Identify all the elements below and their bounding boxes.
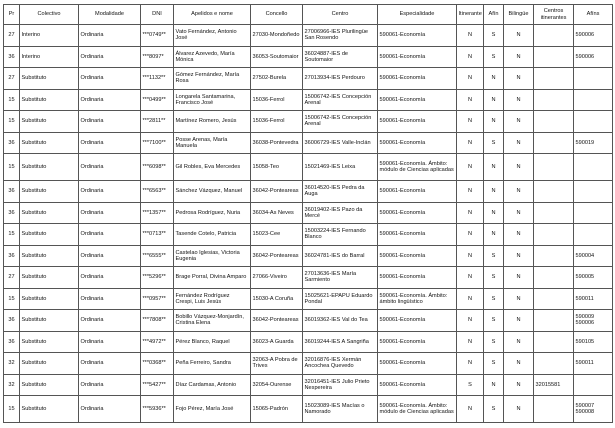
table-cell: N: [484, 224, 504, 246]
table-cell: 590004: [574, 245, 613, 267]
table-cell: 15: [4, 89, 20, 111]
table-cell: 36: [4, 202, 20, 224]
table-cell: Substituto: [20, 68, 79, 90]
table-cell: 15058-Teo: [251, 154, 303, 181]
table-cell: N: [504, 288, 534, 310]
table-cell: 15021469-IES Leixa: [303, 154, 378, 181]
table-cell: N: [504, 353, 534, 375]
table-cell: S: [484, 46, 504, 68]
table-cell: 36: [4, 132, 20, 154]
table-cell: Ordinaria: [79, 267, 141, 289]
table-cell: N: [504, 374, 534, 396]
table-cell: 36024887-IES de Soutomaior: [303, 46, 378, 68]
table-cell: [534, 202, 574, 224]
table-cell: 590061-Economía: [378, 353, 457, 375]
table-cell: N: [457, 154, 484, 181]
table-cell: 32: [4, 374, 20, 396]
column-header: Especialidade: [378, 5, 457, 25]
table-cell: ***7100**: [141, 132, 174, 154]
table-cell: ***6563**: [141, 181, 174, 203]
table-cell: 590061-Economía. Ámbito: módulo de Ciencias aplicadas: [378, 154, 457, 181]
table-cell: N: [504, 267, 534, 289]
table-cell: 590061-Economía: [378, 181, 457, 203]
table-cell: 15065-Padrón: [251, 396, 303, 423]
column-header: Modalidade: [79, 5, 141, 25]
table-cell: 590061-Economía: [378, 267, 457, 289]
column-header: Centros itinerantes: [534, 5, 574, 25]
table-cell: 36006729-IES Valle-Inclán: [303, 132, 378, 154]
table-cell: 32016451-IES Julio Prieto Nespereira: [303, 374, 378, 396]
table-cell: [534, 46, 574, 68]
column-header: Itinerante: [457, 5, 484, 25]
table-cell: Substituto: [20, 396, 79, 423]
table-cell: S: [484, 267, 504, 289]
table-cell: 36019402-IES Pazo da Mercé: [303, 202, 378, 224]
table-cell: N: [504, 46, 534, 68]
table-cell: 590061-Economía. Ámbito: ámbito lingüístico: [378, 288, 457, 310]
table-cell: 590061-Economía: [378, 224, 457, 246]
table-cell: N: [457, 224, 484, 246]
table-cell: 27030-Mondoñedo: [251, 25, 303, 47]
table-cell: N: [457, 396, 484, 423]
table-cell: 36042-Ponteareas: [251, 181, 303, 203]
table-cell: Ordinaria: [79, 374, 141, 396]
table-cell: Substituto: [20, 353, 79, 375]
table-row: [4, 267, 613, 289]
table-cell: Substituto: [20, 181, 79, 203]
table-cell: 15025621-EPAPU Eduardo Pondal: [303, 288, 378, 310]
column-header: Afín: [484, 5, 504, 25]
table-cell: N: [457, 68, 484, 90]
table-cell: 27066-Viveiro: [251, 267, 303, 289]
table-cell: ***1357**: [141, 202, 174, 224]
table-cell: [574, 68, 613, 90]
table-cell: S: [484, 288, 504, 310]
table-cell: Ordinaria: [79, 154, 141, 181]
table-cell: Substituto: [20, 288, 79, 310]
table-row: [4, 46, 613, 68]
table-cell: 590061-Economía: [378, 132, 457, 154]
table-cell: Bobillo Vázquez-Monjardín, Cristina Elena: [174, 310, 251, 332]
table-cell: [534, 331, 574, 353]
column-header: Colectivo: [20, 5, 79, 25]
column-header: Pr: [4, 5, 20, 25]
table-cell: Posse Arenas, María Manuela: [174, 132, 251, 154]
column-header: Apelidos e nome: [174, 5, 251, 25]
table-cell: 590019: [574, 132, 613, 154]
header-row: [4, 5, 613, 25]
table-row: [4, 353, 613, 375]
table-cell: 15030-A Coruña: [251, 288, 303, 310]
table-row: [4, 25, 613, 47]
table-cell: 590061-Economía: [378, 245, 457, 267]
table-cell: N: [484, 68, 504, 90]
table-cell: ***0957**: [141, 288, 174, 310]
table-cell: 36: [4, 310, 20, 332]
table-cell: 590011: [574, 353, 613, 375]
table-cell: N: [457, 245, 484, 267]
table-cell: 15023-Cee: [251, 224, 303, 246]
table-cell: [534, 181, 574, 203]
table-cell: Sánchez Vázquez, Manuel: [174, 181, 251, 203]
table-cell: N: [484, 89, 504, 111]
table-cell: Ordinaria: [79, 132, 141, 154]
table-cell: 36024781-IES do Barral: [303, 245, 378, 267]
table-cell: Substituto: [20, 89, 79, 111]
table-cell: S: [484, 353, 504, 375]
table-cell: 36038-Pontevedra: [251, 132, 303, 154]
table-cell: N: [457, 310, 484, 332]
table-cell: 590061-Economía: [378, 374, 457, 396]
table-cell: ***8097*: [141, 46, 174, 68]
table-cell: Fojo Pérez, María José: [174, 396, 251, 423]
table-cell: [534, 89, 574, 111]
table-cell: [534, 224, 574, 246]
table-cell: Substituto: [20, 267, 79, 289]
table-cell: N: [504, 25, 534, 47]
table-cell: [574, 89, 613, 111]
table-cell: Substituto: [20, 132, 79, 154]
table-cell: Vato Fernández, Antonio José: [174, 25, 251, 47]
table-cell: 27502-Burela: [251, 68, 303, 90]
table-cell: N: [484, 202, 504, 224]
table-cell: Substituto: [20, 224, 79, 246]
table-cell: N: [457, 46, 484, 68]
table-cell: N: [457, 111, 484, 133]
table-row: [4, 245, 613, 267]
table-cell: Martínez Romero, Jesús: [174, 111, 251, 133]
table-cell: N: [504, 154, 534, 181]
table-cell: 27006966-IES Plurilingüe San Rosendo: [303, 25, 378, 47]
table-cell: S: [484, 132, 504, 154]
table-cell: 32016876-IES Xermán Ancochea Quevedo: [303, 353, 378, 375]
table-cell: Ordinaria: [79, 353, 141, 375]
table-cell: N: [504, 68, 534, 90]
table-row: [4, 68, 613, 90]
table-cell: Ordinaria: [79, 111, 141, 133]
table-cell: N: [504, 224, 534, 246]
table-cell: Ordinaria: [79, 331, 141, 353]
table-cell: ***4972**: [141, 331, 174, 353]
table-cell: Substituto: [20, 331, 79, 353]
table-cell: ***0368**: [141, 353, 174, 375]
table-cell: ***2811**: [141, 111, 174, 133]
table-cell: N: [457, 267, 484, 289]
table-cell: Ordinaria: [79, 25, 141, 47]
table-row: [4, 224, 613, 246]
table-row: [4, 111, 613, 133]
table-cell: Substituto: [20, 374, 79, 396]
table-cell: [534, 154, 574, 181]
table-cell: S: [484, 310, 504, 332]
table-cell: N: [504, 310, 534, 332]
table-cell: Díaz Cardamas, Antonio: [174, 374, 251, 396]
table-cell: 15036-Ferrol: [251, 89, 303, 111]
table-row: [4, 288, 613, 310]
table-cell: 15003224-IES Fernando Blanco: [303, 224, 378, 246]
table-cell: Longarela Santamarina, Francisco José: [174, 89, 251, 111]
table-cell: 27: [4, 68, 20, 90]
table-cell: N: [484, 181, 504, 203]
table-cell: ***7808**: [141, 310, 174, 332]
table-cell: N: [457, 331, 484, 353]
table-cell: ***6555**: [141, 245, 174, 267]
table-cell: 590061-Economía: [378, 331, 457, 353]
table-cell: N: [504, 132, 534, 154]
table-cell: Ordinaria: [79, 202, 141, 224]
table-cell: 27013934-IES Perdouro: [303, 68, 378, 90]
table-cell: [574, 181, 613, 203]
table-cell: [534, 245, 574, 267]
table-cell: [534, 396, 574, 423]
table-cell: N: [457, 202, 484, 224]
table-row: [4, 154, 613, 181]
table-cell: 27013636-IES María Sarmiento: [303, 267, 378, 289]
table-cell: 590006: [574, 25, 613, 47]
table-row: [4, 181, 613, 203]
table-cell: Brage Porral, Divina Amparo: [174, 267, 251, 289]
table-row: [4, 374, 613, 396]
table-cell: [534, 267, 574, 289]
table-cell: [534, 132, 574, 154]
table-cell: Substituto: [20, 310, 79, 332]
table-row: [4, 396, 613, 423]
table-cell: 36042-Ponteareas: [251, 310, 303, 332]
table-cell: Pérez Blanco, Raquel: [174, 331, 251, 353]
table-cell: Ordinaria: [79, 310, 141, 332]
table-body: [4, 25, 613, 423]
table-cell: N: [504, 89, 534, 111]
table-cell: 15: [4, 154, 20, 181]
table-cell: N: [457, 353, 484, 375]
table-cell: N: [457, 132, 484, 154]
table-cell: N: [504, 245, 534, 267]
table-cell: Ordinaria: [79, 46, 141, 68]
table-cell: [574, 111, 613, 133]
table-cell: Tasende Cotelo, Patricia: [174, 224, 251, 246]
table-cell: Gil Robles, Eva Mercedes: [174, 154, 251, 181]
table-cell: 36019244-IES A Sangriña: [303, 331, 378, 353]
table-cell: S: [484, 331, 504, 353]
table-cell: ***5296**: [141, 267, 174, 289]
table-cell: Gómez Fernández, María Rosa: [174, 68, 251, 90]
table-cell: 590105: [574, 331, 613, 353]
table-cell: 15: [4, 224, 20, 246]
table-cell: N: [457, 25, 484, 47]
table-cell: [574, 154, 613, 181]
assignments-table: [3, 4, 613, 423]
table-cell: [574, 224, 613, 246]
table-cell: 590061-Economía: [378, 46, 457, 68]
table-cell: N: [457, 181, 484, 203]
table-cell: [534, 353, 574, 375]
table-cell: Interino: [20, 25, 79, 47]
table-cell: Ordinaria: [79, 396, 141, 423]
table-cell: N: [504, 331, 534, 353]
table-row: [4, 202, 613, 224]
table-cell: [534, 310, 574, 332]
table-cell: 36: [4, 245, 20, 267]
table-cell: ***0713**: [141, 224, 174, 246]
table-cell: Fernández Rodríguez Crespi, Luis Jesús: [174, 288, 251, 310]
table-cell: Substituto: [20, 154, 79, 181]
table-cell: N: [504, 111, 534, 133]
table-row: [4, 331, 613, 353]
table-cell: 15006742-IES Concepción Arenal: [303, 111, 378, 133]
table-cell: S: [484, 245, 504, 267]
table-cell: 590005: [574, 267, 613, 289]
table-cell: Substituto: [20, 202, 79, 224]
table-cell: 590061-Economía: [378, 68, 457, 90]
table-cell: 36053-Soutomaior: [251, 46, 303, 68]
table-cell: 15: [4, 288, 20, 310]
table-cell: 15006742-IES Concepción Arenal: [303, 89, 378, 111]
table-cell: Substituto: [20, 245, 79, 267]
table-cell: 590061-Economía: [378, 25, 457, 47]
table-cell: 36034-As Neves: [251, 202, 303, 224]
table-cell: 590007 590008: [574, 396, 613, 423]
table-cell: N: [484, 111, 504, 133]
table-cell: 36: [4, 181, 20, 203]
table-cell: Ordinaria: [79, 68, 141, 90]
table-cell: ***0749**: [141, 25, 174, 47]
table-cell: N: [484, 374, 504, 396]
table-cell: Peña Ferreiro, Sandra: [174, 353, 251, 375]
table-cell: [534, 68, 574, 90]
table-cell: 590011: [574, 288, 613, 310]
table-cell: 590061-Economía: [378, 89, 457, 111]
table-cell: Castelao Iglesias, Victoria Eugenia: [174, 245, 251, 267]
table-cell: N: [457, 288, 484, 310]
table-cell: [574, 202, 613, 224]
table-cell: 590061-Economía: [378, 202, 457, 224]
table-cell: [534, 25, 574, 47]
table-cell: 36014520-IES Pedra da Auga: [303, 181, 378, 203]
table-cell: Ordinaria: [79, 89, 141, 111]
table-cell: 15036-Ferrol: [251, 111, 303, 133]
table-cell: N: [484, 154, 504, 181]
table-cell: 32015581: [534, 374, 574, 396]
table-cell: 15023089-IES Macías o Namorado: [303, 396, 378, 423]
table-cell: N: [504, 181, 534, 203]
table-cell: [574, 374, 613, 396]
table-cell: [534, 288, 574, 310]
column-header: Concello: [251, 5, 303, 25]
table-cell: S: [457, 374, 484, 396]
table-cell: Interino: [20, 46, 79, 68]
table-cell: 590009 590006: [574, 310, 613, 332]
table-cell: Ordinaria: [79, 245, 141, 267]
table-cell: 15: [4, 111, 20, 133]
table-cell: 36042-Ponteareas: [251, 245, 303, 267]
table-cell: 36: [4, 331, 20, 353]
table-cell: 36019362-IES Val do Tea: [303, 310, 378, 332]
table-cell: ***5427**: [141, 374, 174, 396]
table-cell: 590061-Economía. Ámbito: módulo de Ciencias aplicadas: [378, 396, 457, 423]
table-row: [4, 89, 613, 111]
table-cell: 15: [4, 396, 20, 423]
table-cell: 27: [4, 25, 20, 47]
table-cell: Ordinaria: [79, 224, 141, 246]
table-cell: 590006: [574, 46, 613, 68]
table-cell: 27: [4, 267, 20, 289]
table-cell: N: [504, 202, 534, 224]
table-cell: 36: [4, 46, 20, 68]
table-cell: 590061-Economía: [378, 111, 457, 133]
table-cell: ***5936**: [141, 396, 174, 423]
column-header: Centro: [303, 5, 378, 25]
table-cell: 32054-Ourense: [251, 374, 303, 396]
table-cell: N: [504, 396, 534, 423]
table-cell: 36023-A Guarda: [251, 331, 303, 353]
table-cell: [534, 111, 574, 133]
column-header: Bilingüe: [504, 5, 534, 25]
table-cell: Álvarez Azevedo, María Mónica: [174, 46, 251, 68]
table-cell: ***6098**: [141, 154, 174, 181]
table-cell: Ordinaria: [79, 288, 141, 310]
table-cell: S: [484, 25, 504, 47]
table-row: [4, 132, 613, 154]
table-cell: N: [457, 89, 484, 111]
table-cell: Ordinaria: [79, 181, 141, 203]
table-cell: ***1132**: [141, 68, 174, 90]
table-cell: Substituto: [20, 111, 79, 133]
table-cell: S: [484, 396, 504, 423]
table-cell: Pedrosa Rodríguez, Nuria: [174, 202, 251, 224]
column-header: DNI: [141, 5, 174, 25]
table-cell: 590061-Economía: [378, 310, 457, 332]
table-row: [4, 310, 613, 332]
column-header: Afíns: [574, 5, 613, 25]
table-cell: ***0499**: [141, 89, 174, 111]
table-cell: 32063-A Pobra de Trives: [251, 353, 303, 375]
table-cell: 32: [4, 353, 20, 375]
